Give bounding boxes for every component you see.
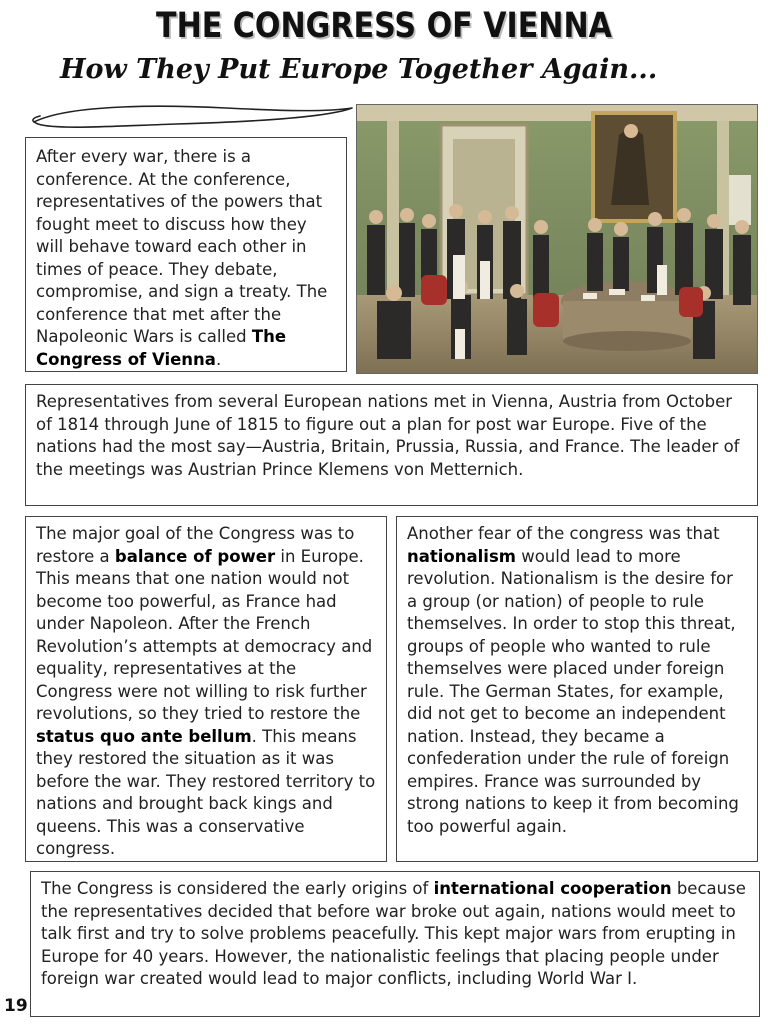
intro-box [25, 137, 347, 372]
representatives-paragraph: Representatives from several European nations met in Vienna, Austria from October of 1814 through June of 1815 to figure out a plan for post war Europe. Five of the nations had the most say—Austria, Britain, Prussia, Russia, and France. The leader of the meetings was Austrian Prince Klemens von Metternich. [36, 392, 740, 479]
goal-paragraph: The major goal of the Congress was to restore a balance of power in Europe. This means that one nation would not become too powerful, as France had under Napoleon. After the French Revolution’s attempts at democracy and equality, representatives at the Congress were not willing to risk further revolutions, so they tried to restore the status quo ante bellum. This means they restored the situation as it was before the war. They restored territory to nations and brought back kings and queens. This was a conservative congress. [36, 524, 376, 858]
term-balance-of-power: balance of power [114, 546, 276, 566]
goal-box [25, 516, 387, 862]
painting-illustration [357, 105, 758, 374]
cooperation-box [30, 871, 760, 1017]
fear-box [396, 516, 758, 862]
term-status-quo-ante-bellum: status quo ante bellum [36, 726, 252, 746]
decorative-swoosh [26, 100, 356, 134]
page-title: THE CONGRESS OF VIENNA [156, 6, 612, 46]
term-nationalism: nationalism [407, 546, 516, 566]
intro-paragraph: After every war, there is a conference. At the conference, representatives of the powers that fought meet to discuss how they will behave toward each other in times of peace. They debate, compromise, and sign a treaty. The conference that met after the Napoleonic Wars is called The Congress of Vienna. [36, 147, 328, 369]
term-international-cooperation: international cooperation [433, 879, 672, 898]
cooperation-paragraph: The Congress is considered the early origins of international cooperation because the representatives decided that before war broke out again, nations would meet to talk first and try to solve problems peacefully. This kept major wars from erupting in Europe for 40 years. However, the nationalistic feelings that placing people under foreign war created would lead to major conflicts, including World War I. [41, 879, 746, 988]
representatives-box [25, 384, 758, 506]
term-congress-of-vienna: The Congress of Vienna [36, 327, 287, 369]
page-subtitle: How They Put Europe Together Again... [60, 54, 658, 85]
congress-painting [356, 104, 758, 374]
page-number: 19 [4, 996, 28, 1016]
fear-paragraph: Another fear of the congress was that nationalism would lead to more revolution. Nationalism is the desire for a group (or nation) of people to rule themselves. In order to stop this threat, groups of people who wanted to rule themselves were placed under foreign rule. The German States, for example, did not get to become an independent nation. Instead, they became a confederation under the rule of foreign empires. France was surrounded by strong nations to keep it from becoming too powerful again. [407, 524, 739, 836]
